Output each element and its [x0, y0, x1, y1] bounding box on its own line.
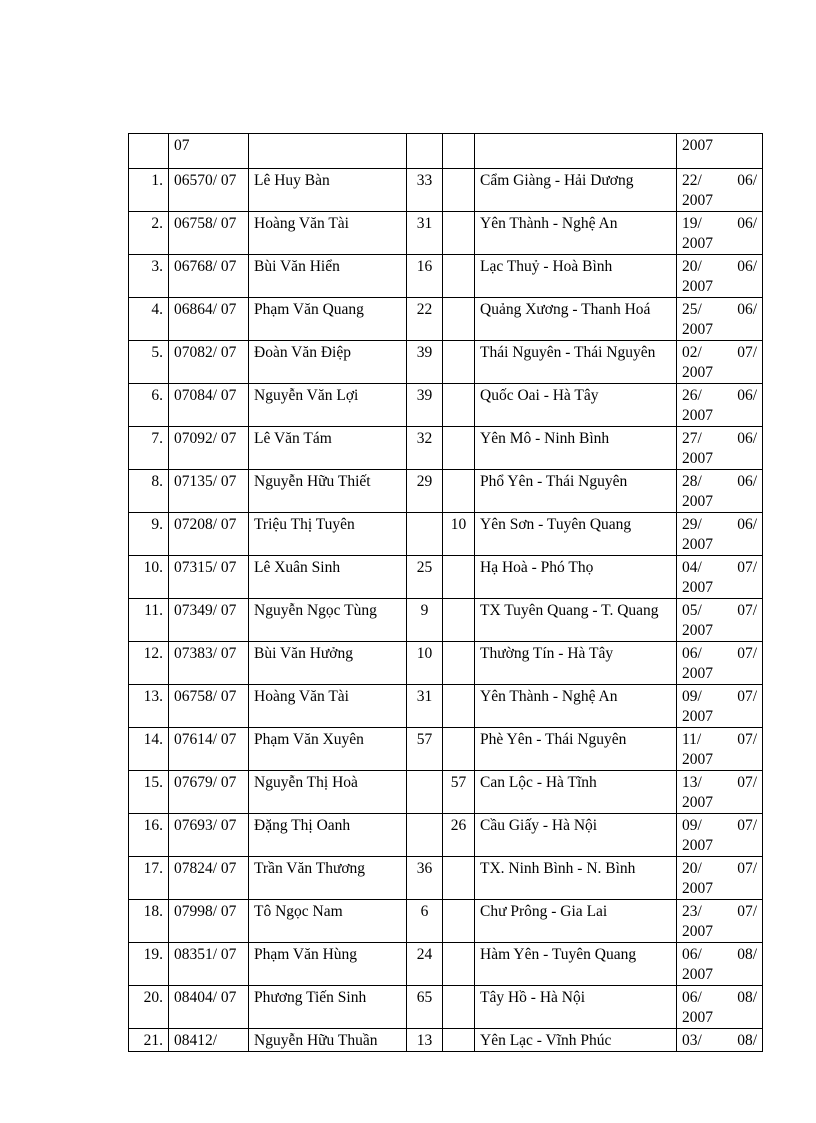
date-day: 19/ [682, 215, 702, 232]
date-day: 09/ [682, 817, 702, 834]
female-age-cell [443, 212, 475, 255]
male-age-cell: 6 [407, 900, 443, 943]
patient-table-body [129, 134, 763, 1052]
date-day-month [682, 214, 757, 234]
record-code-cell: 08351/ 07 [169, 943, 249, 986]
row-number-cell: 19. [129, 943, 169, 986]
date-day: 03/ [682, 1032, 702, 1049]
female-age-cell [443, 298, 475, 341]
record-code-cell: 06758/ 07 [169, 212, 249, 255]
table-row [129, 427, 763, 470]
date-day-month [682, 816, 757, 836]
female-age-cell [443, 341, 475, 384]
male-age-cell: 10 [407, 642, 443, 685]
male-age-cell [407, 134, 443, 169]
record-code-cell: 07092/ 07 [169, 427, 249, 470]
date-cell [677, 255, 763, 298]
name-cell: Nguyễn Hữu Thiết [249, 470, 407, 513]
male-age-cell [407, 513, 443, 556]
address-cell: TX. Ninh Bình - N. Bình [475, 857, 677, 900]
date-month: 07/ [737, 559, 757, 576]
date-day: 23/ [682, 903, 702, 920]
name-cell: Phạm Văn Quang [249, 298, 407, 341]
name-cell [249, 134, 407, 169]
date-cell [677, 685, 763, 728]
date-day-month [682, 171, 757, 191]
date-day-month [682, 429, 757, 449]
record-code-cell: 07614/ 07 [169, 728, 249, 771]
date-day-month [682, 687, 757, 707]
date-day-month [682, 730, 757, 750]
date-cell [677, 470, 763, 513]
table-row [129, 642, 763, 685]
date-month: 07/ [737, 688, 757, 705]
row-number-cell: 13. [129, 685, 169, 728]
date-year: 2007 [682, 1009, 713, 1026]
row-number-cell: 1. [129, 169, 169, 212]
date-month: 06/ [737, 387, 757, 404]
date-month: 06/ [737, 301, 757, 318]
female-age-cell [443, 857, 475, 900]
date-day-month [682, 1031, 757, 1051]
female-age-cell [443, 943, 475, 986]
date-day: 29/ [682, 516, 702, 533]
record-code-cell: 06758/ 07 [169, 685, 249, 728]
date-day: 20/ [682, 258, 702, 275]
female-age-cell: 26 [443, 814, 475, 857]
female-age-cell: 57 [443, 771, 475, 814]
date-day: 13/ [682, 774, 702, 791]
name-cell: Lê Huy Bàn [249, 169, 407, 212]
male-age-cell: 22 [407, 298, 443, 341]
date-day: 06/ [682, 989, 702, 1006]
male-age-cell: 33 [407, 169, 443, 212]
table-row [129, 728, 763, 771]
date-day: 25/ [682, 301, 702, 318]
date-cell [677, 728, 763, 771]
female-age-cell [443, 427, 475, 470]
address-cell: Phè Yên - Thái Nguyên [475, 728, 677, 771]
name-cell: Nguyễn Văn Lợi [249, 384, 407, 427]
date-cell [677, 384, 763, 427]
date-day-month [682, 902, 757, 922]
table-row [129, 771, 763, 814]
date-month: 06/ [737, 172, 757, 189]
date-year: 2007 [682, 751, 713, 768]
row-number-cell: 9. [129, 513, 169, 556]
date-day-month [682, 257, 757, 277]
date-year: 2007 [682, 235, 713, 252]
female-age-cell [443, 134, 475, 169]
date-year: 2007 [682, 407, 713, 424]
date-year: 2007 [682, 192, 713, 209]
male-age-cell: 9 [407, 599, 443, 642]
date-day-month [682, 386, 757, 406]
table-row [129, 341, 763, 384]
table-row [129, 814, 763, 857]
date-cell [677, 134, 763, 169]
date-month: 07/ [737, 731, 757, 748]
name-cell: Nguyễn Ngọc Tùng [249, 599, 407, 642]
address-cell: Chư Prông - Gia Lai [475, 900, 677, 943]
name-cell: Nguyễn Hữu Thuần [249, 1029, 407, 1052]
male-age-cell: 25 [407, 556, 443, 599]
date-day: 27/ [682, 430, 702, 447]
date-day: 11/ [682, 731, 702, 748]
male-age-cell: 29 [407, 470, 443, 513]
female-age-cell [443, 599, 475, 642]
date-day: 22/ [682, 172, 702, 189]
name-cell: Nguyễn Thị Hoà [249, 771, 407, 814]
female-age-cell [443, 900, 475, 943]
male-age-cell: 39 [407, 384, 443, 427]
table-row [129, 1029, 763, 1052]
date-day: 06/ [682, 946, 702, 963]
date-month: 06/ [737, 258, 757, 275]
date-month: 08/ [737, 946, 757, 963]
female-age-cell [443, 556, 475, 599]
record-code-cell: 07084/ 07 [169, 384, 249, 427]
patient-table [128, 133, 763, 1052]
male-age-cell [407, 814, 443, 857]
date-year: 2007 [682, 794, 713, 811]
date-cell [677, 1029, 763, 1052]
male-age-cell: 31 [407, 212, 443, 255]
address-cell: Tây Hồ - Hà Nội [475, 986, 677, 1029]
record-code-cell: 06570/ 07 [169, 169, 249, 212]
date-day-month [682, 558, 757, 578]
record-code-cell: 06864/ 07 [169, 298, 249, 341]
row-number-cell: 11. [129, 599, 169, 642]
row-number-cell: 10. [129, 556, 169, 599]
address-cell: Yên Mô - Ninh Bình [475, 427, 677, 470]
female-age-cell [443, 986, 475, 1029]
male-age-cell [407, 771, 443, 814]
date-year: 2007 [682, 321, 713, 338]
date-month: 08/ [737, 1032, 757, 1049]
record-code-cell: 07383/ 07 [169, 642, 249, 685]
date-month: 06/ [737, 473, 757, 490]
table-row [129, 599, 763, 642]
name-cell: Hoàng Văn Tài [249, 685, 407, 728]
male-age-cell: 32 [407, 427, 443, 470]
female-age-cell [443, 728, 475, 771]
date-month: 07/ [737, 645, 757, 662]
date-day-month [682, 988, 757, 1008]
record-code-cell: 06768/ 07 [169, 255, 249, 298]
date-day-month [682, 773, 757, 793]
table-row [129, 900, 763, 943]
date-year: 2007 [682, 579, 713, 596]
address-cell: Phổ Yên - Thái Nguyên [475, 470, 677, 513]
name-cell: Phương Tiến Sinh [249, 986, 407, 1029]
date-day: 05/ [682, 602, 702, 619]
row-number-cell: 7. [129, 427, 169, 470]
table-row [129, 255, 763, 298]
row-number-cell: 18. [129, 900, 169, 943]
date-month: 07/ [737, 774, 757, 791]
female-age-cell [443, 642, 475, 685]
address-cell: Can Lộc - Hà Tĩnh [475, 771, 677, 814]
record-code-cell: 07 [169, 134, 249, 169]
row-number-cell: 14. [129, 728, 169, 771]
male-age-cell: 24 [407, 943, 443, 986]
date-year: 2007 [682, 665, 713, 682]
name-cell: Triệu Thị Tuyên [249, 513, 407, 556]
record-code-cell: 07679/ 07 [169, 771, 249, 814]
record-code-cell: 07082/ 07 [169, 341, 249, 384]
name-cell: Phạm Văn Xuyên [249, 728, 407, 771]
date-day-month [682, 300, 757, 320]
name-cell: Phạm Văn Hùng [249, 943, 407, 986]
row-number-cell: 6. [129, 384, 169, 427]
row-number-cell: 12. [129, 642, 169, 685]
name-cell: Bùi Văn Hưởng [249, 642, 407, 685]
date-year: 2007 [682, 923, 713, 940]
date-month: 07/ [737, 817, 757, 834]
female-age-cell [443, 169, 475, 212]
address-cell: Thái Nguyên - Thái Nguyên [475, 341, 677, 384]
name-cell: Đoàn Văn Điệp [249, 341, 407, 384]
female-age-cell [443, 255, 475, 298]
date-day: 09/ [682, 688, 702, 705]
date-month: 06/ [737, 516, 757, 533]
record-code-cell: 07824/ 07 [169, 857, 249, 900]
record-code-cell: 08404/ 07 [169, 986, 249, 1029]
male-age-cell: 57 [407, 728, 443, 771]
row-number-cell: 20. [129, 986, 169, 1029]
date-day: 28/ [682, 473, 702, 490]
date-day-month [682, 472, 757, 492]
address-cell: Quảng Xương - Thanh Hoá [475, 298, 677, 341]
date-year: 2007 [682, 708, 713, 725]
address-cell: Yên Lạc - Vĩnh Phúc [475, 1029, 677, 1052]
date-day: 06/ [682, 645, 702, 662]
date-year: 2007 [682, 450, 713, 467]
table-row [129, 212, 763, 255]
date-cell [677, 599, 763, 642]
record-code-cell: 07315/ 07 [169, 556, 249, 599]
male-age-cell: 39 [407, 341, 443, 384]
date-cell [677, 298, 763, 341]
row-number-cell [129, 134, 169, 169]
date-month: 07/ [737, 602, 757, 619]
date-year: 2007 [682, 137, 713, 154]
date-year: 2007 [682, 837, 713, 854]
record-code-cell: 07998/ 07 [169, 900, 249, 943]
date-month: 08/ [737, 989, 757, 1006]
date-day-month [682, 859, 757, 879]
row-number-cell: 5. [129, 341, 169, 384]
table-row [129, 134, 763, 169]
row-number-cell: 2. [129, 212, 169, 255]
record-code-cell: 07349/ 07 [169, 599, 249, 642]
date-cell [677, 814, 763, 857]
table-row [129, 513, 763, 556]
name-cell: Bùi Văn Hiển [249, 255, 407, 298]
date-year: 2007 [682, 966, 713, 983]
male-age-cell: 16 [407, 255, 443, 298]
date-day: 26/ [682, 387, 702, 404]
date-day-month [682, 601, 757, 621]
date-cell [677, 513, 763, 556]
row-number-cell: 3. [129, 255, 169, 298]
name-cell: Đặng Thị Oanh [249, 814, 407, 857]
address-cell: Quốc Oai - Hà Tây [475, 384, 677, 427]
date-cell [677, 556, 763, 599]
table-row [129, 169, 763, 212]
date-day-month [682, 644, 757, 664]
date-year: 2007 [682, 536, 713, 553]
date-day-month [682, 343, 757, 363]
record-code-cell: 07693/ 07 [169, 814, 249, 857]
address-cell: Hàm Yên - Tuyên Quang [475, 943, 677, 986]
female-age-cell [443, 470, 475, 513]
female-age-cell: 10 [443, 513, 475, 556]
table-row [129, 470, 763, 513]
row-number-cell: 16. [129, 814, 169, 857]
address-cell: Cẩm Giàng - Hải Dương [475, 169, 677, 212]
table-row [129, 943, 763, 986]
address-cell: Cầu Giấy - Hà Nội [475, 814, 677, 857]
date-cell [677, 986, 763, 1029]
date-month: 06/ [737, 430, 757, 447]
male-age-cell: 65 [407, 986, 443, 1029]
date-day: 04/ [682, 559, 702, 576]
address-cell: Yên Thành - Nghệ An [475, 685, 677, 728]
date-month: 07/ [737, 860, 757, 877]
address-cell: Thường Tín - Hà Tây [475, 642, 677, 685]
row-number-cell: 4. [129, 298, 169, 341]
row-number-cell: 21. [129, 1029, 169, 1052]
row-number-cell: 17. [129, 857, 169, 900]
date-day-month [682, 945, 757, 965]
address-cell [475, 134, 677, 169]
date-month: 07/ [737, 903, 757, 920]
female-age-cell [443, 1029, 475, 1052]
date-cell [677, 943, 763, 986]
female-age-cell [443, 384, 475, 427]
table-row [129, 384, 763, 427]
table-row [129, 298, 763, 341]
record-code-cell: 07208/ 07 [169, 513, 249, 556]
table-row [129, 857, 763, 900]
name-cell: Lê Văn Tám [249, 427, 407, 470]
date-cell [677, 900, 763, 943]
male-age-cell: 36 [407, 857, 443, 900]
row-number-cell: 8. [129, 470, 169, 513]
table-row [129, 556, 763, 599]
table-row [129, 685, 763, 728]
date-day: 02/ [682, 344, 702, 361]
name-cell: Tô Ngọc Nam [249, 900, 407, 943]
date-cell [677, 771, 763, 814]
date-month: 06/ [737, 215, 757, 232]
date-cell [677, 857, 763, 900]
name-cell: Lê Xuân Sinh [249, 556, 407, 599]
address-cell: Lạc Thuỷ - Hoà Bình [475, 255, 677, 298]
date-cell [677, 169, 763, 212]
date-year: 2007 [682, 278, 713, 295]
date-year: 2007 [682, 880, 713, 897]
date-month: 07/ [737, 344, 757, 361]
female-age-cell [443, 685, 475, 728]
address-cell: Hạ Hoà - Phó Thọ [475, 556, 677, 599]
address-cell: TX Tuyên Quang - T. Quang [475, 599, 677, 642]
row-number-cell: 15. [129, 771, 169, 814]
date-cell [677, 642, 763, 685]
name-cell: Trần Văn Thương [249, 857, 407, 900]
name-cell: Hoàng Văn Tài [249, 212, 407, 255]
date-cell [677, 341, 763, 384]
date-year: 2007 [682, 364, 713, 381]
date-year: 2007 [682, 493, 713, 510]
male-age-cell: 31 [407, 685, 443, 728]
male-age-cell: 13 [407, 1029, 443, 1052]
address-cell: Yên Thành - Nghệ An [475, 212, 677, 255]
date-day: 20/ [682, 860, 702, 877]
date-cell [677, 427, 763, 470]
date-year: 2007 [682, 622, 713, 639]
record-code-cell: 08412/ [169, 1029, 249, 1052]
date-day-month [682, 515, 757, 535]
record-code-cell: 07135/ 07 [169, 470, 249, 513]
date-cell [677, 212, 763, 255]
address-cell: Yên Sơn - Tuyên Quang [475, 513, 677, 556]
table-row [129, 986, 763, 1029]
